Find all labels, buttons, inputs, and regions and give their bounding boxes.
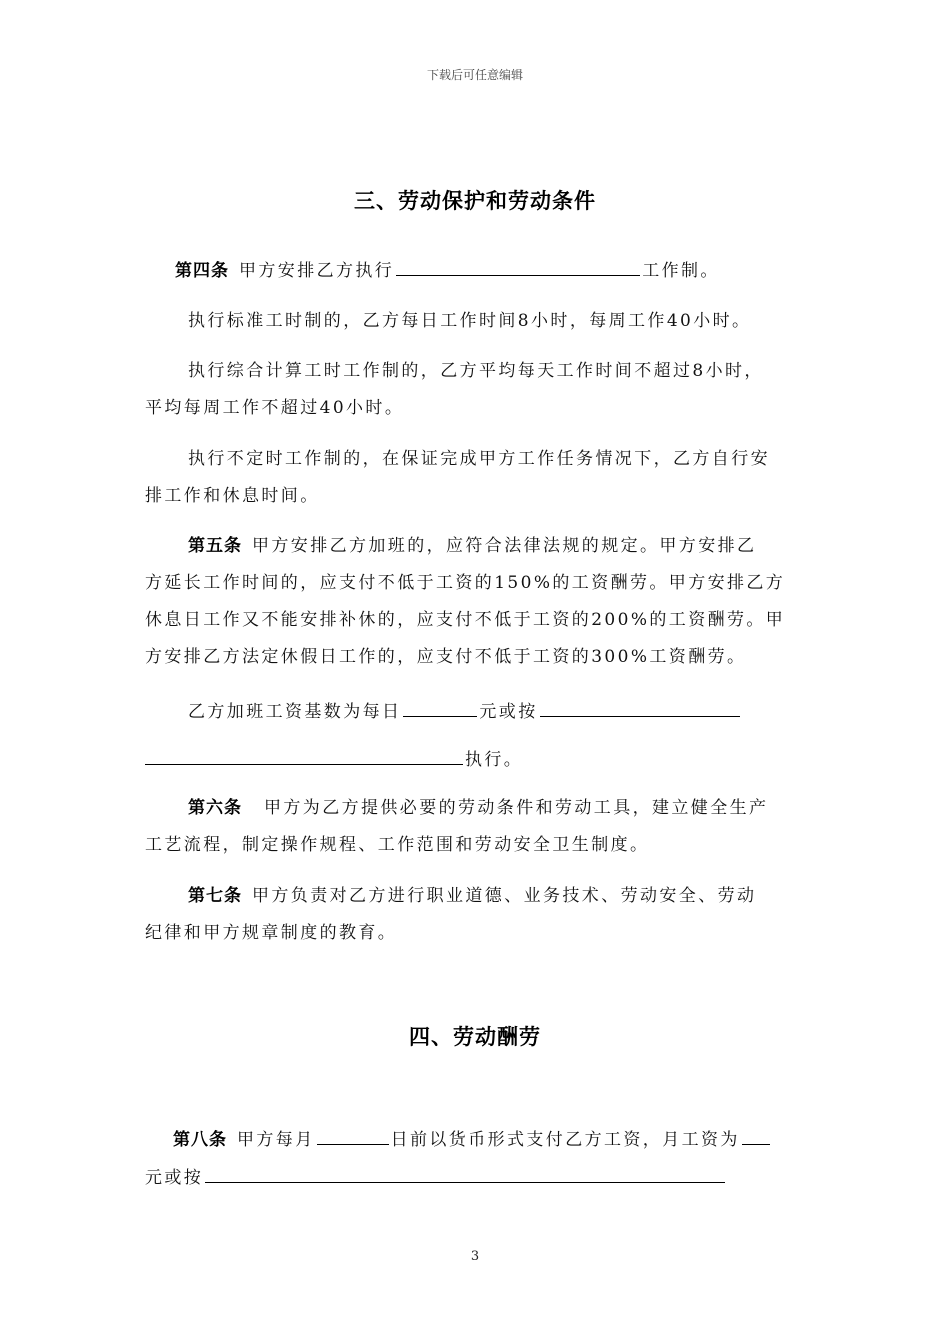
flexible-hours-line-2: 排工作和休息时间。 [145,486,320,506]
pay-day-blank[interactable] [317,1126,389,1145]
article-7-text-1: 甲方负责对乙方进行职业道德、业务技术、劳动安全、劳动 [252,886,757,906]
page-number: 3 [470,1249,480,1264]
article-8-text-a: 甲方每月 [237,1130,315,1150]
overtime-method-blank-2[interactable] [145,746,463,765]
article-7-label: 第七条 [188,886,242,906]
article-6-text-1: 甲方为乙方提供必要的劳动条件和劳动工具，建立健全生产 [264,798,769,818]
comprehensive-hours-line-1: 执行综合计算工时工作制的，乙方平均每天工作时间不超过8小时， [188,361,764,381]
article-4-text-a: 甲方安排乙方执行 [239,261,395,281]
article-8-label: 第八条 [173,1130,227,1150]
article-5-line-4: 方安排乙方法定休假日工作的，应支付不低于工资的300%工资酬劳。 [145,647,747,667]
article-8-text-b: 日前以货币形式支付乙方工资，月工资为 [390,1130,740,1150]
flexible-hours-line-1: 执行不定时工作制的，在保证完成甲方工作任务情况下，乙方自行安 [188,449,770,469]
article-4 [175,257,720,283]
overtime-text-a: 乙方加班工资基数为每日 [188,702,402,722]
article-4-label: 第四条 [175,261,229,281]
article-6-label: 第六条 [188,798,242,818]
wage-method-blank[interactable] [205,1164,725,1183]
article-5-text-1: 甲方安排乙方加班的，应符合法律法规的规定。甲方安排乙 [252,536,757,556]
work-schedule-blank[interactable] [396,257,640,276]
article-4-text-b: 工作制。 [642,261,720,281]
monthly-wage-blank[interactable] [742,1126,770,1145]
overtime-text-b: 元或按 [479,702,538,722]
article-8-text-c: 元或按 [145,1168,204,1188]
page-header: 下载后可任意编辑 [426,68,523,82]
overtime-method-blank-1[interactable] [540,698,740,717]
comprehensive-hours-line-2: 平均每周工作不超过40小时。 [145,398,405,418]
article-6-line-2: 工艺流程，制定操作规程、工作范围和劳动安全卫生制度。 [145,835,650,855]
article-5-label: 第五条 [188,536,242,556]
article-7-line-1 [188,884,756,908]
article-8-line-1 [173,1126,772,1152]
article-6-line-1 [188,796,768,820]
section-3-title: 三、劳动保护和劳动条件 [354,189,596,213]
overtime-text-c: 执行。 [465,750,524,770]
standard-hours-paragraph: 执行标准工时制的，乙方每日工作时间8小时，每周工作40小时。 [188,311,752,331]
overtime-daily-base-blank[interactable] [403,698,477,717]
article-8-line-2 [145,1164,727,1190]
article-5-line-2: 方延长工作时间的，应支付不低于工资的150%的工资酬劳。甲方安排乙方 [145,573,786,593]
article-7-line-2: 纪律和甲方规章制度的教育。 [145,923,398,943]
overtime-base-line-2 [145,746,523,772]
section-4-title: 四、劳动酬劳 [409,1025,541,1049]
overtime-base-line-1 [188,698,742,724]
article-5-line-3: 休息日工作又不能安排补休的，应支付不低于工资的200%的工资酬劳。甲 [145,610,786,630]
article-5-line-1 [188,534,756,558]
